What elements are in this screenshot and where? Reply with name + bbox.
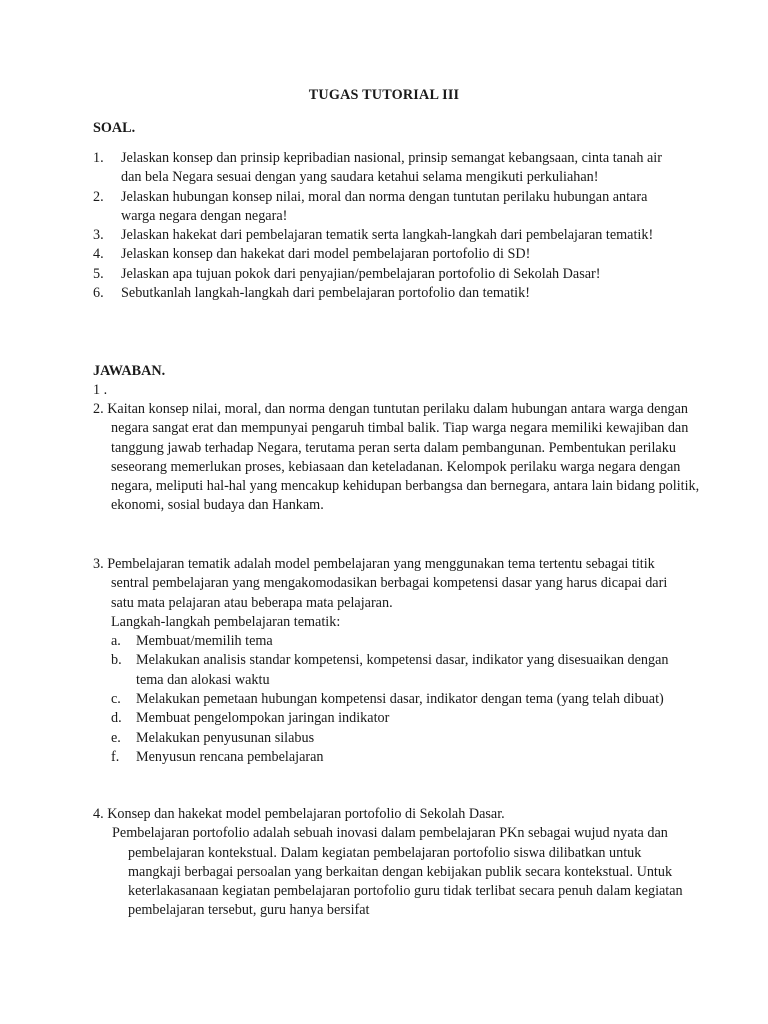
answer-3-steps-label: Langkah-langkah pembelajaran tematik:: [111, 613, 341, 630]
list-text: Membuat pengelompokan jaringan indikator: [136, 710, 390, 727]
list-letter: d.: [111, 710, 122, 727]
list-letter: a.: [111, 633, 121, 650]
soal-item: [93, 265, 683, 284]
answer-1: 1 .: [93, 382, 108, 398]
list-text: Menyusun rencana pembelajaran: [136, 748, 324, 765]
soal-text: Jelaskan konsep dan hakekat dari model pembelajaran portofolio di SD!: [121, 246, 531, 263]
list-letter: b.: [111, 652, 122, 669]
list-text: Melakukan penyusunan silabus: [136, 729, 315, 746]
list-letter: f.: [111, 748, 120, 765]
soal-item: [93, 149, 683, 188]
answer-3-intro: 3. Pembelajaran tematik adalah model pembelajaran yang menggunakan tema tertentu sebagai titik sentral pembelajaran yang mengakomodasikan berbagai kompetensi dasar yang harus dicapai dari satu mata pelajaran atau beberapa mata pelajaran.: [93, 556, 668, 611]
soal-list: [93, 149, 683, 303]
list-letter: e.: [111, 729, 121, 746]
list-item: [111, 690, 683, 709]
soal-number: 3.: [93, 227, 104, 244]
soal-item: [93, 245, 683, 264]
list-item: [111, 632, 683, 651]
soal-text: Jelaskan apa tujuan pokok dari penyajian/pembelajaran portofolio di Sekolah Dasar!: [121, 265, 601, 282]
jawaban-heading: JAWABAN.: [93, 363, 166, 379]
soal-text: Jelaskan hubungan konsep nilai, moral dan norma dengan tuntutan perilaku hubungan antara warga negara dengan negara!: [121, 188, 648, 224]
soal-text: Jelaskan konsep dan prinsip kepribadian nasional, prinsip semangat kebangsaan, cinta tanah air dan bela Negara sesuai dengan yang saudara ketahui selama mengikuti perkuliahan!: [121, 150, 662, 186]
list-text: Membuat/memilih tema: [136, 633, 273, 650]
soal-number: 5.: [93, 265, 104, 282]
list-letter: c.: [111, 691, 121, 708]
answer-2: 2. Kaitan konsep nilai, moral, dan norma dengan tuntutan perilaku dalam hubungan antara warga dengan negara sangat erat dan mempunyai pengaruh timbal balik. Tiap warga negara memiliki kewajiban dan tanggung jawab terhadap Negara, terutama peran serta dalam pembangunan. Pembentukan perilaku seseorang memerlukan proses, kebiasaan dan keteladanan. Kelompok perilaku warga negara dengan negara, meliputi hal-hal yang mencakup kehidupan berbangsa dan bernegara, antara lain bidang politik, ekonomi, sosial budaya dan Hankam.: [93, 401, 700, 514]
soal-number: 4.: [93, 246, 104, 263]
answer-4-intro: 4. Konsep dan hakekat model pembelajaran portofolio di Sekolah Dasar.: [93, 806, 505, 822]
list-text: Melakukan pemetaan hubungan kompetensi dasar, indikator dengan tema (yang telah dibuat): [136, 691, 664, 708]
soal-number: 1.: [93, 150, 104, 166]
document-title: TUGAS TUTORIAL III: [308, 87, 460, 103]
list-item: [111, 729, 683, 748]
list-item: [111, 651, 683, 690]
answer-3: [93, 555, 683, 767]
soal-item: [93, 188, 683, 227]
soal-item: [93, 284, 683, 303]
list-item: [111, 748, 683, 767]
soal-number: 2.: [93, 188, 104, 205]
list-text: Melakukan analisis standar kompetensi, kompetensi dasar, indikator yang disesuaikan dengan tema dan alokasi waktu: [136, 652, 669, 688]
soal-item: [93, 226, 683, 245]
thematic-steps-list: [111, 632, 683, 767]
answer-4-paragraph: Pembelajaran portofolio adalah sebuah inovasi dalam pembelajaran PKn sebagai wujud nyata dan pembelajaran kontekstual. Dalam kegiatan pembelajaran portofolio siswa dilibatkan untuk mangkaji berbagai persoalan yang berkaitan dengan kebijakan publik secara kontekstual. Untuk keterlakasanaan kegiatan pembelajaran portofolio guru tidak terlibat secara penuh dalam kegiatan pembelajaran tersebut, guru hanya bersifat: [112, 825, 683, 919]
soal-heading: SOAL.: [93, 120, 136, 136]
answer-4: [93, 805, 683, 921]
soal-text: Sebutkanlah langkah-langkah dari pembelajaran portofolio dan tematik!: [121, 285, 530, 302]
soal-text: Jelaskan hakekat dari pembelajaran tematik serta langkah-langkah dari pembelajaran tematik!: [121, 227, 654, 244]
list-item: [111, 709, 683, 728]
soal-number: 6.: [93, 285, 104, 302]
